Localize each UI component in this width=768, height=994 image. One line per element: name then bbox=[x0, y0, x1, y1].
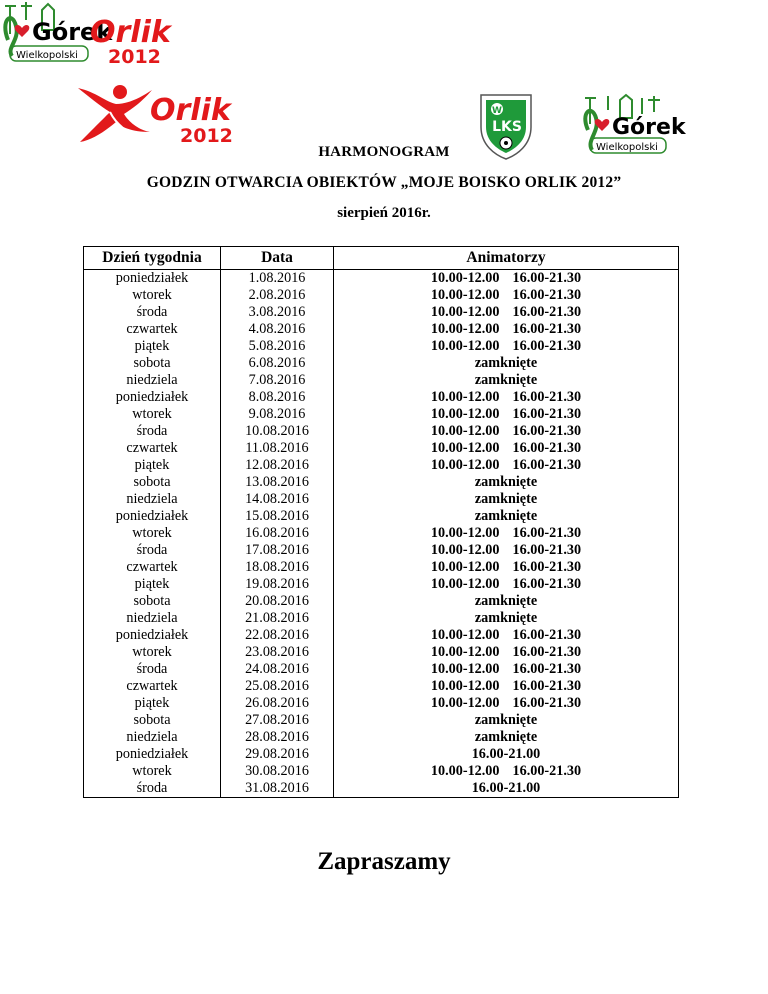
gorek-orlik-2012-logo bbox=[2, 0, 180, 68]
table-row bbox=[84, 457, 679, 474]
document-title: HARMONOGRAM bbox=[318, 144, 450, 160]
cell-hours bbox=[334, 525, 679, 542]
cell-date: 21.08.2016 bbox=[221, 610, 334, 627]
cell-hours bbox=[334, 270, 679, 288]
cell-hours bbox=[334, 542, 679, 559]
cell-date: 12.08.2016 bbox=[221, 457, 334, 474]
cell-date: 15.08.2016 bbox=[221, 508, 334, 525]
svg-text:2012: 2012 bbox=[108, 46, 161, 68]
cell-hours bbox=[334, 712, 679, 729]
cell-date: 1.08.2016 bbox=[221, 270, 334, 288]
cell-date: 5.08.2016 bbox=[221, 338, 334, 355]
hours-slot: 16.00-21.30 bbox=[512, 644, 582, 660]
cell-day: poniedziałek bbox=[84, 746, 221, 763]
cell-day: niedziela bbox=[84, 610, 221, 627]
table-row bbox=[84, 440, 679, 457]
hours-slot: zamknięte bbox=[474, 372, 538, 388]
cell-day: środa bbox=[84, 542, 221, 559]
cell-date: 22.08.2016 bbox=[221, 627, 334, 644]
hours-slot: zamknięte bbox=[474, 508, 538, 524]
table-row bbox=[84, 423, 679, 440]
hours-slot: zamknięte bbox=[474, 610, 538, 626]
cell-date: 17.08.2016 bbox=[221, 542, 334, 559]
hours-slot: zamknięte bbox=[474, 729, 538, 745]
cell-hours bbox=[334, 355, 679, 372]
cell-day: sobota bbox=[84, 474, 221, 491]
cell-day: wtorek bbox=[84, 287, 221, 304]
svg-text:2012: 2012 bbox=[180, 125, 233, 147]
cell-date: 4.08.2016 bbox=[221, 321, 334, 338]
cell-hours bbox=[334, 457, 679, 474]
table-row bbox=[84, 355, 679, 372]
svg-text:Orlik: Orlik bbox=[150, 93, 231, 128]
table-row bbox=[84, 372, 679, 389]
cell-day: środa bbox=[84, 423, 221, 440]
table-row bbox=[84, 780, 679, 798]
cell-hours bbox=[334, 576, 679, 593]
hours-slot: 16.00-21.30 bbox=[512, 559, 582, 575]
table-row bbox=[84, 542, 679, 559]
table-row bbox=[84, 712, 679, 729]
cell-date: 25.08.2016 bbox=[221, 678, 334, 695]
table-row bbox=[84, 576, 679, 593]
table-row bbox=[84, 661, 679, 678]
cell-date: 23.08.2016 bbox=[221, 644, 334, 661]
cell-day: czwartek bbox=[84, 678, 221, 695]
cell-day: wtorek bbox=[84, 525, 221, 542]
hours-slot: 16.00-21.30 bbox=[512, 695, 582, 711]
svg-text:Wielkopolski: Wielkopolski bbox=[16, 50, 78, 61]
cell-day: czwartek bbox=[84, 321, 221, 338]
hours-slot: 16.00-21.30 bbox=[512, 525, 582, 541]
table-row bbox=[84, 746, 679, 763]
cell-day: niedziela bbox=[84, 729, 221, 746]
closing-invitation: Zapraszamy bbox=[317, 848, 451, 875]
cell-date: 14.08.2016 bbox=[221, 491, 334, 508]
cell-date: 13.08.2016 bbox=[221, 474, 334, 491]
hours-slot: 16.00-21.30 bbox=[512, 542, 582, 558]
hours-slot: zamknięte bbox=[474, 355, 538, 371]
cell-hours bbox=[334, 610, 679, 627]
hours-slot: zamknięte bbox=[474, 712, 538, 728]
cell-date: 24.08.2016 bbox=[221, 661, 334, 678]
document-subtitle: GODZIN OTWARCIA OBIEKTÓW „MOJE BOISKO ORLIK 2012” bbox=[146, 174, 622, 191]
table-row bbox=[84, 491, 679, 508]
cell-hours bbox=[334, 746, 679, 763]
table-header-row bbox=[84, 247, 679, 270]
cell-hours bbox=[334, 474, 679, 491]
cell-date: 8.08.2016 bbox=[221, 389, 334, 406]
cell-date: 16.08.2016 bbox=[221, 525, 334, 542]
cell-hours bbox=[334, 321, 679, 338]
cell-hours bbox=[334, 763, 679, 780]
cell-date: 26.08.2016 bbox=[221, 695, 334, 712]
cell-date: 6.08.2016 bbox=[221, 355, 334, 372]
cell-hours bbox=[334, 406, 679, 423]
hours-slot: 10.00-12.00 bbox=[430, 457, 500, 473]
hours-slot: 16.00-21.30 bbox=[512, 576, 582, 592]
cell-day: czwartek bbox=[84, 559, 221, 576]
hours-slot: 10.00-12.00 bbox=[430, 423, 500, 439]
cell-hours bbox=[334, 372, 679, 389]
hours-slot: 16.00-21.30 bbox=[512, 627, 582, 643]
cell-day: środa bbox=[84, 780, 221, 798]
svg-text:Orlik: Orlik bbox=[90, 15, 171, 50]
hours-slot: 10.00-12.00 bbox=[430, 440, 500, 456]
cell-hours bbox=[334, 491, 679, 508]
cell-day: wtorek bbox=[84, 406, 221, 423]
hours-slot: 10.00-12.00 bbox=[430, 542, 500, 558]
hours-slot: 10.00-12.00 bbox=[430, 644, 500, 660]
cell-hours bbox=[334, 389, 679, 406]
table-row bbox=[84, 270, 679, 288]
schedule-period: sierpień 2016r. bbox=[337, 205, 431, 221]
table-row bbox=[84, 406, 679, 423]
hours-slot: 16.00-21.30 bbox=[512, 321, 582, 337]
cell-day: piątek bbox=[84, 695, 221, 712]
cell-date: 19.08.2016 bbox=[221, 576, 334, 593]
hours-slot: 16.00-21.30 bbox=[512, 389, 582, 405]
cell-date: 11.08.2016 bbox=[221, 440, 334, 457]
cell-hours bbox=[334, 627, 679, 644]
cell-date: 29.08.2016 bbox=[221, 746, 334, 763]
cell-date: 20.08.2016 bbox=[221, 593, 334, 610]
cell-date: 27.08.2016 bbox=[221, 712, 334, 729]
hours-slot: 16.00-21.30 bbox=[512, 457, 582, 473]
cell-day: sobota bbox=[84, 593, 221, 610]
hours-slot: 16.00-21.30 bbox=[512, 763, 582, 779]
table-row bbox=[84, 729, 679, 746]
cell-hours bbox=[334, 440, 679, 457]
cell-hours bbox=[334, 780, 679, 798]
hours-slot: 10.00-12.00 bbox=[430, 627, 500, 643]
cell-hours bbox=[334, 593, 679, 610]
table-row bbox=[84, 287, 679, 304]
hours-slot: 16.00-21.30 bbox=[512, 304, 582, 320]
hours-slot: 10.00-12.00 bbox=[430, 321, 500, 337]
cell-hours bbox=[334, 287, 679, 304]
hours-slot: 10.00-12.00 bbox=[430, 406, 500, 422]
table-row bbox=[84, 763, 679, 780]
cell-day: czwartek bbox=[84, 440, 221, 457]
hours-slot: 16.00-21.30 bbox=[512, 440, 582, 456]
hours-slot: 10.00-12.00 bbox=[430, 338, 500, 354]
hours-slot: 16.00-21.30 bbox=[512, 338, 582, 354]
cell-hours bbox=[334, 661, 679, 678]
hours-slot: 10.00-12.00 bbox=[430, 763, 500, 779]
cell-day: niedziela bbox=[84, 372, 221, 389]
hours-slot: 10.00-12.00 bbox=[430, 661, 500, 677]
cell-day: poniedziałek bbox=[84, 627, 221, 644]
hours-slot: 16.00-21.00 bbox=[471, 780, 541, 796]
cell-day: piątek bbox=[84, 576, 221, 593]
cell-hours bbox=[334, 423, 679, 440]
cell-day: wtorek bbox=[84, 763, 221, 780]
svg-text:LKS: LKS bbox=[492, 119, 522, 135]
hours-slot: 16.00-21.30 bbox=[512, 287, 582, 303]
table-row bbox=[84, 593, 679, 610]
hours-slot: 10.00-12.00 bbox=[430, 678, 500, 694]
hours-slot: zamknięte bbox=[474, 593, 538, 609]
cell-day: piątek bbox=[84, 338, 221, 355]
hours-slot: 16.00-21.30 bbox=[512, 406, 582, 422]
column-header-hours: Animatorzy bbox=[334, 247, 679, 270]
cell-hours bbox=[334, 338, 679, 355]
cell-date: 31.08.2016 bbox=[221, 780, 334, 798]
cell-hours bbox=[334, 559, 679, 576]
cell-day: poniedziałek bbox=[84, 389, 221, 406]
hours-slot: 16.00-21.30 bbox=[512, 661, 582, 677]
table-row bbox=[84, 321, 679, 338]
table-row bbox=[84, 525, 679, 542]
cell-date: 2.08.2016 bbox=[221, 287, 334, 304]
table-row bbox=[84, 389, 679, 406]
cell-hours bbox=[334, 304, 679, 321]
table-row bbox=[84, 338, 679, 355]
cell-hours bbox=[334, 695, 679, 712]
cell-day: poniedziałek bbox=[84, 508, 221, 525]
cell-day: piątek bbox=[84, 457, 221, 474]
column-header-date: Data bbox=[221, 247, 334, 270]
table-row bbox=[84, 474, 679, 491]
cell-hours bbox=[334, 508, 679, 525]
hours-slot: 10.00-12.00 bbox=[430, 559, 500, 575]
svg-text:Wielkopolski: Wielkopolski bbox=[596, 142, 658, 153]
cell-date: 3.08.2016 bbox=[221, 304, 334, 321]
svg-text:Górek: Górek bbox=[612, 115, 686, 140]
cell-hours bbox=[334, 678, 679, 695]
cell-day: wtorek bbox=[84, 644, 221, 661]
svg-text:W: W bbox=[492, 106, 502, 116]
hours-slot: 16.00-21.30 bbox=[512, 678, 582, 694]
hours-slot: 10.00-12.00 bbox=[430, 576, 500, 592]
hours-slot: zamknięte bbox=[474, 491, 538, 507]
opening-hours-table bbox=[83, 246, 679, 798]
cell-day: środa bbox=[84, 661, 221, 678]
hours-slot: 10.00-12.00 bbox=[430, 389, 500, 405]
hours-slot: 10.00-12.00 bbox=[430, 695, 500, 711]
cell-day: sobota bbox=[84, 712, 221, 729]
hours-slot: 16.00-21.30 bbox=[512, 270, 582, 286]
hours-slot: 10.00-12.00 bbox=[430, 287, 500, 303]
table-row bbox=[84, 304, 679, 321]
cell-hours bbox=[334, 729, 679, 746]
cell-date: 7.08.2016 bbox=[221, 372, 334, 389]
cell-date: 28.08.2016 bbox=[221, 729, 334, 746]
cell-day: poniedziałek bbox=[84, 270, 221, 288]
cell-hours bbox=[334, 644, 679, 661]
table-row bbox=[84, 644, 679, 661]
cell-day: środa bbox=[84, 304, 221, 321]
table-body bbox=[84, 270, 679, 798]
table-row bbox=[84, 508, 679, 525]
cell-date: 18.08.2016 bbox=[221, 559, 334, 576]
svg-text:Górek: Górek bbox=[32, 18, 113, 46]
table-row bbox=[84, 610, 679, 627]
cell-date: 10.08.2016 bbox=[221, 423, 334, 440]
column-header-day: Dzień tygodnia bbox=[84, 247, 221, 270]
hours-slot: 16.00-21.00 bbox=[471, 746, 541, 762]
orlik-2012-logo bbox=[76, 80, 248, 150]
hours-slot: zamknięte bbox=[474, 474, 538, 490]
cell-date: 30.08.2016 bbox=[221, 763, 334, 780]
hours-slot: 10.00-12.00 bbox=[430, 525, 500, 541]
cell-date: 9.08.2016 bbox=[221, 406, 334, 423]
table-row bbox=[84, 627, 679, 644]
cell-day: niedziela bbox=[84, 491, 221, 508]
hours-slot: 10.00-12.00 bbox=[430, 270, 500, 286]
cell-day: sobota bbox=[84, 355, 221, 372]
table-row bbox=[84, 559, 679, 576]
hours-slot: 10.00-12.00 bbox=[430, 304, 500, 320]
table-row bbox=[84, 695, 679, 712]
hours-slot: 16.00-21.30 bbox=[512, 423, 582, 439]
table-row bbox=[84, 678, 679, 695]
